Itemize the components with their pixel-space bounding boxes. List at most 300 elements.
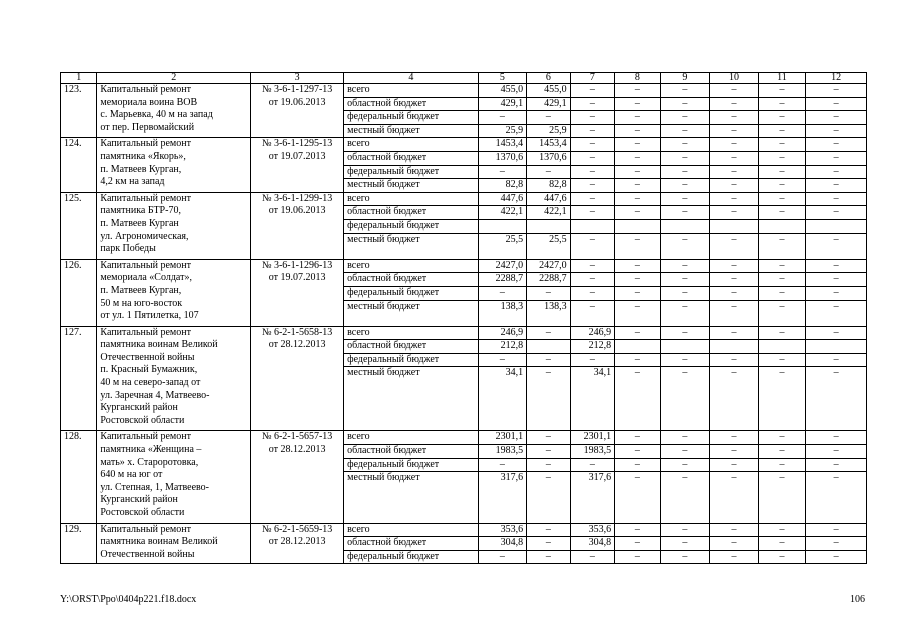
value-cell: – (806, 537, 867, 551)
value-cell: – (710, 458, 759, 472)
object-name-line: мемориала «Солдат», (100, 272, 192, 284)
document-ref-line: от 28.12.2013 (268, 444, 326, 456)
value-cell: – (478, 165, 527, 179)
value-cell: – (660, 206, 710, 220)
value-cell: 138,3 (478, 300, 527, 326)
value-cell: 34,1 (478, 367, 527, 431)
funding-source: всего (344, 431, 479, 445)
row-number: 124. (61, 138, 97, 192)
value-cell: 304,8 (478, 537, 527, 551)
value-cell (710, 219, 759, 233)
value-cell: – (758, 179, 806, 193)
value-cell: – (758, 84, 806, 98)
value-cell: – (758, 273, 806, 287)
value-cell: – (758, 445, 806, 459)
object-name-line: Капитальный ремонт (100, 326, 191, 338)
funding-source: местный бюджет (344, 124, 479, 138)
funding-source: областной бюджет (344, 206, 479, 220)
value-cell: – (758, 300, 806, 326)
value-cell: – (615, 353, 661, 367)
document-ref (251, 259, 344, 326)
object-name-line: Капитальный ремонт (100, 259, 191, 271)
value-cell: – (758, 124, 806, 138)
header-cell: 12 (806, 73, 867, 84)
value-cell: – (806, 97, 867, 111)
value-cell: – (615, 138, 661, 152)
value-cell: – (710, 84, 759, 98)
value-cell: – (615, 165, 661, 179)
value-cell: 25,9 (478, 124, 527, 138)
row-number: 128. (61, 431, 97, 523)
table-row (61, 84, 867, 98)
value-cell: – (660, 233, 710, 259)
value-cell: – (758, 192, 806, 206)
value-cell: – (615, 458, 661, 472)
value-cell: – (806, 206, 867, 220)
document-ref-line: от 19.07.2013 (268, 272, 326, 284)
value-cell: – (806, 367, 867, 431)
value-cell: – (806, 124, 867, 138)
object-name-line: от пер. Первомайский (100, 121, 195, 133)
object-name-line: 4,2 км на запад (100, 176, 165, 188)
header-cell: 10 (710, 73, 759, 84)
value-cell: – (570, 458, 614, 472)
value-cell: – (478, 458, 527, 472)
funding-source: федеральный бюджет (344, 111, 479, 125)
header-cell: 3 (251, 73, 344, 84)
value-cell: – (806, 550, 867, 564)
value-cell: 25,5 (527, 233, 570, 259)
funding-source: федеральный бюджет (344, 165, 479, 179)
value-cell: – (758, 165, 806, 179)
object-name-line: парк Победы (100, 243, 156, 255)
value-cell: 2427,0 (478, 259, 527, 273)
value-cell: – (710, 353, 759, 367)
value-cell (615, 219, 661, 233)
value-cell: 447,6 (527, 192, 570, 206)
document-ref-line: № 6-2-1-5659-13 (261, 523, 333, 535)
value-cell (758, 219, 806, 233)
object-name-line: от ул. 1 Пятилетка, 107 (100, 310, 199, 322)
header-cell: 11 (758, 73, 806, 84)
value-cell: – (710, 273, 759, 287)
object-name-line: памятника воинам Великой (100, 536, 218, 548)
object-name-line: Курганский район (100, 402, 178, 414)
object-name-line: мать» х. Староротовка, (100, 456, 199, 468)
object-name-line: Курганский район (100, 494, 178, 506)
document-ref (251, 138, 344, 192)
value-cell: 304,8 (570, 537, 614, 551)
value-cell: 212,8 (570, 340, 614, 354)
value-cell: 246,9 (570, 326, 614, 340)
value-cell: – (615, 286, 661, 300)
value-cell: – (806, 233, 867, 259)
value-cell: – (660, 286, 710, 300)
value-cell: – (527, 537, 570, 551)
value-cell: 2301,1 (570, 431, 614, 445)
document-ref-line: № 3-6-1-1296-13 (261, 259, 333, 271)
value-cell: – (710, 97, 759, 111)
funding-source: областной бюджет (344, 340, 479, 354)
value-cell: 1370,6 (527, 151, 570, 165)
value-cell: – (615, 259, 661, 273)
object-name-line: Капитальный ремонт (100, 431, 191, 443)
value-cell: – (710, 537, 759, 551)
value-cell: – (806, 286, 867, 300)
value-cell: – (806, 458, 867, 472)
value-cell: – (710, 179, 759, 193)
value-cell: – (710, 206, 759, 220)
value-cell: – (615, 367, 661, 431)
value-cell: 2427,0 (527, 259, 570, 273)
value-cell: – (758, 431, 806, 445)
table-row (61, 259, 867, 273)
object-name-line: ул. Агрономическая, (100, 230, 189, 242)
value-cell: 429,1 (527, 97, 570, 111)
value-cell: – (570, 300, 614, 326)
value-cell: – (710, 431, 759, 445)
value-cell: 422,1 (478, 206, 527, 220)
value-cell: – (570, 97, 614, 111)
value-cell: – (570, 206, 614, 220)
value-cell: – (615, 300, 661, 326)
value-cell: – (710, 445, 759, 459)
document-ref-line: № 3-6-1-1297-13 (261, 84, 333, 95)
funding-source: местный бюджет (344, 472, 479, 523)
value-cell: – (710, 367, 759, 431)
header-cell: 7 (570, 73, 614, 84)
value-cell: 1453,4 (527, 138, 570, 152)
value-cell: – (806, 472, 867, 523)
value-cell: – (615, 124, 661, 138)
value-cell: – (660, 179, 710, 193)
value-cell: – (660, 97, 710, 111)
value-cell (660, 340, 710, 354)
value-cell: – (570, 179, 614, 193)
footer-page-number: 106 (850, 594, 865, 605)
value-cell: – (758, 286, 806, 300)
value-cell (615, 340, 661, 354)
value-cell: – (478, 353, 527, 367)
value-cell (527, 219, 570, 233)
document-ref-line: от 28.12.2013 (268, 339, 326, 351)
value-cell: – (570, 151, 614, 165)
value-cell: – (758, 458, 806, 472)
value-cell: 2288,7 (527, 273, 570, 287)
value-cell: – (527, 431, 570, 445)
value-cell: – (615, 550, 661, 564)
value-cell: – (806, 179, 867, 193)
value-cell: – (660, 300, 710, 326)
value-cell: – (527, 472, 570, 523)
value-cell: – (758, 97, 806, 111)
funding-source: местный бюджет (344, 233, 479, 259)
object-name-line: Ростовской области (100, 507, 185, 519)
funding-source: всего (344, 523, 479, 537)
value-cell: – (570, 353, 614, 367)
value-cell (570, 219, 614, 233)
object-name (97, 431, 251, 523)
value-cell: – (615, 192, 661, 206)
value-cell: – (710, 151, 759, 165)
object-name-line: Отечественной войны (100, 548, 195, 560)
value-cell: – (527, 286, 570, 300)
value-cell: – (806, 326, 867, 340)
value-cell: – (710, 523, 759, 537)
value-cell: 212,8 (478, 340, 527, 354)
header-cell: 1 (61, 73, 97, 84)
value-cell: 25,9 (527, 124, 570, 138)
funding-source: областной бюджет (344, 445, 479, 459)
document-ref (251, 326, 344, 431)
value-cell: – (758, 537, 806, 551)
value-cell: – (527, 111, 570, 125)
value-cell: 353,6 (570, 523, 614, 537)
value-cell: – (660, 111, 710, 125)
value-cell: – (615, 445, 661, 459)
value-cell: 25,5 (478, 233, 527, 259)
value-cell: – (806, 300, 867, 326)
funding-source: местный бюджет (344, 300, 479, 326)
value-cell: – (758, 472, 806, 523)
object-name-line: Ростовской области (100, 414, 185, 426)
value-cell: – (570, 550, 614, 564)
value-cell: – (527, 458, 570, 472)
table-row (61, 523, 867, 537)
value-cell: 455,0 (527, 84, 570, 98)
value-cell: – (570, 259, 614, 273)
value-cell: – (758, 367, 806, 431)
value-cell: – (660, 124, 710, 138)
row-number: 129. (61, 523, 97, 564)
object-name-line: мемориала воина ВОВ (100, 96, 198, 108)
document-ref-line: № 3-6-1-1299-13 (261, 192, 333, 204)
value-cell: – (710, 286, 759, 300)
table-body (61, 73, 867, 564)
value-cell: – (710, 233, 759, 259)
value-cell: – (615, 151, 661, 165)
value-cell: – (806, 151, 867, 165)
value-cell: 317,6 (570, 472, 614, 523)
document-ref (251, 523, 344, 564)
value-cell: – (615, 233, 661, 259)
object-name-line: 640 м на юг от (100, 469, 163, 481)
value-cell: – (660, 431, 710, 445)
object-name-line: Капитальный ремонт (100, 192, 191, 204)
value-cell: – (806, 445, 867, 459)
header-cell: 4 (344, 73, 479, 84)
value-cell: – (615, 206, 661, 220)
value-cell: – (806, 523, 867, 537)
row-number: 125. (61, 192, 97, 259)
value-cell: – (710, 192, 759, 206)
funding-source: федеральный бюджет (344, 550, 479, 564)
value-cell: – (660, 367, 710, 431)
object-name-line: Капитальный ремонт (100, 84, 191, 95)
row-number: 127. (61, 326, 97, 431)
value-cell: – (615, 537, 661, 551)
value-cell: – (660, 523, 710, 537)
value-cell: – (758, 233, 806, 259)
object-name-line: памятника воинам Великой (100, 339, 218, 351)
header-cell: 2 (97, 73, 251, 84)
value-cell: – (660, 165, 710, 179)
header-cell: 5 (478, 73, 527, 84)
funding-source: местный бюджет (344, 179, 479, 193)
object-name (97, 326, 251, 431)
document-ref (251, 431, 344, 523)
value-cell: 138,3 (527, 300, 570, 326)
funding-source: всего (344, 326, 479, 340)
value-cell: 246,9 (478, 326, 527, 340)
value-cell: 1370,6 (478, 151, 527, 165)
footer-file-path: Y:\ORST\Ppo\0404p221.f18.docx (60, 594, 197, 605)
value-cell: 1983,5 (478, 445, 527, 459)
header-cell: 9 (660, 73, 710, 84)
funding-source: федеральный бюджет (344, 219, 479, 233)
value-cell (478, 219, 527, 233)
object-name-line: 40 м на северо-запад от (100, 377, 201, 389)
value-cell: – (478, 111, 527, 125)
value-cell: – (615, 111, 661, 125)
object-name (97, 192, 251, 259)
value-cell: – (615, 179, 661, 193)
value-cell (527, 340, 570, 354)
value-cell: – (660, 138, 710, 152)
document-ref-line: от 19.07.2013 (268, 150, 326, 162)
value-cell: 34,1 (570, 367, 614, 431)
value-cell: 1983,5 (570, 445, 614, 459)
value-cell: – (710, 259, 759, 273)
value-cell: – (806, 165, 867, 179)
object-name-line: 50 м на юго-восток (100, 297, 183, 309)
value-cell: – (570, 165, 614, 179)
value-cell: – (615, 84, 661, 98)
value-cell: – (570, 124, 614, 138)
value-cell: 353,6 (478, 523, 527, 537)
value-cell: – (710, 472, 759, 523)
value-cell (758, 340, 806, 354)
object-name-line: п. Красный Бумажник, (100, 364, 198, 376)
value-cell (710, 340, 759, 354)
value-cell: – (527, 523, 570, 537)
funding-source: всего (344, 84, 479, 98)
value-cell: – (758, 326, 806, 340)
value-cell: – (660, 550, 710, 564)
value-cell: – (710, 124, 759, 138)
value-cell: – (527, 353, 570, 367)
value-cell: – (570, 138, 614, 152)
document-ref-line: от 19.06.2013 (268, 96, 326, 108)
value-cell: – (758, 111, 806, 125)
value-cell: – (570, 192, 614, 206)
value-cell: – (527, 165, 570, 179)
funding-source: федеральный бюджет (344, 458, 479, 472)
value-cell: – (615, 273, 661, 287)
value-cell (806, 219, 867, 233)
document-ref-line: № 3-6-1-1295-13 (261, 138, 333, 150)
value-cell: – (806, 138, 867, 152)
value-cell: – (660, 472, 710, 523)
value-cell: – (660, 273, 710, 287)
object-name (97, 84, 251, 138)
value-cell: – (570, 286, 614, 300)
document-ref-line: № 6-2-1-5657-13 (261, 431, 333, 443)
document-ref (251, 84, 344, 138)
value-cell: – (758, 151, 806, 165)
value-cell: – (527, 367, 570, 431)
value-cell: – (615, 472, 661, 523)
value-cell: – (570, 111, 614, 125)
funding-source: всего (344, 192, 479, 206)
value-cell: – (527, 445, 570, 459)
funding-source: местный бюджет (344, 367, 479, 431)
object-name-line: ул. Степная, 1, Матвеево- (100, 481, 210, 493)
value-cell: – (710, 326, 759, 340)
funding-source: всего (344, 259, 479, 273)
value-cell: 82,8 (527, 179, 570, 193)
value-cell: – (758, 353, 806, 367)
document-ref (251, 192, 344, 259)
value-cell: – (758, 206, 806, 220)
value-cell: – (660, 326, 710, 340)
funding-source: областной бюджет (344, 97, 479, 111)
funding-source: федеральный бюджет (344, 286, 479, 300)
object-name-line: с. Марьевка, 40 м на запад (100, 109, 213, 121)
funding-source: областной бюджет (344, 273, 479, 287)
value-cell: 82,8 (478, 179, 527, 193)
value-cell: 422,1 (527, 206, 570, 220)
funding-source: областной бюджет (344, 151, 479, 165)
object-name-line: памятника «Якорь», (100, 150, 186, 162)
value-cell: – (806, 259, 867, 273)
row-number: 123. (61, 84, 97, 138)
value-cell: – (478, 550, 527, 564)
value-cell: – (758, 138, 806, 152)
object-name-line: Отечественной войны (100, 351, 195, 363)
value-cell: – (710, 138, 759, 152)
object-name (97, 138, 251, 192)
object-name-line: Капитальный ремонт (100, 523, 191, 535)
value-cell: – (615, 431, 661, 445)
table-row (61, 431, 867, 445)
value-cell: – (660, 84, 710, 98)
value-cell: – (570, 273, 614, 287)
value-cell: – (806, 431, 867, 445)
value-cell: – (615, 97, 661, 111)
value-cell (806, 340, 867, 354)
header-cell: 8 (615, 73, 661, 84)
value-cell: – (570, 233, 614, 259)
value-cell: – (758, 259, 806, 273)
value-cell: – (758, 550, 806, 564)
value-cell: 455,0 (478, 84, 527, 98)
value-cell: – (758, 523, 806, 537)
value-cell: 2288,7 (478, 273, 527, 287)
value-cell: – (527, 326, 570, 340)
value-cell: 429,1 (478, 97, 527, 111)
value-cell: – (710, 550, 759, 564)
value-cell: – (527, 550, 570, 564)
value-cell: – (806, 273, 867, 287)
value-cell: – (660, 259, 710, 273)
value-cell: – (806, 111, 867, 125)
object-name-line: п. Матвеев Курган, (100, 163, 182, 175)
value-cell: – (660, 458, 710, 472)
object-name-line: п. Матвеев Курган, (100, 284, 182, 296)
value-cell: – (710, 111, 759, 125)
value-cell: – (660, 192, 710, 206)
